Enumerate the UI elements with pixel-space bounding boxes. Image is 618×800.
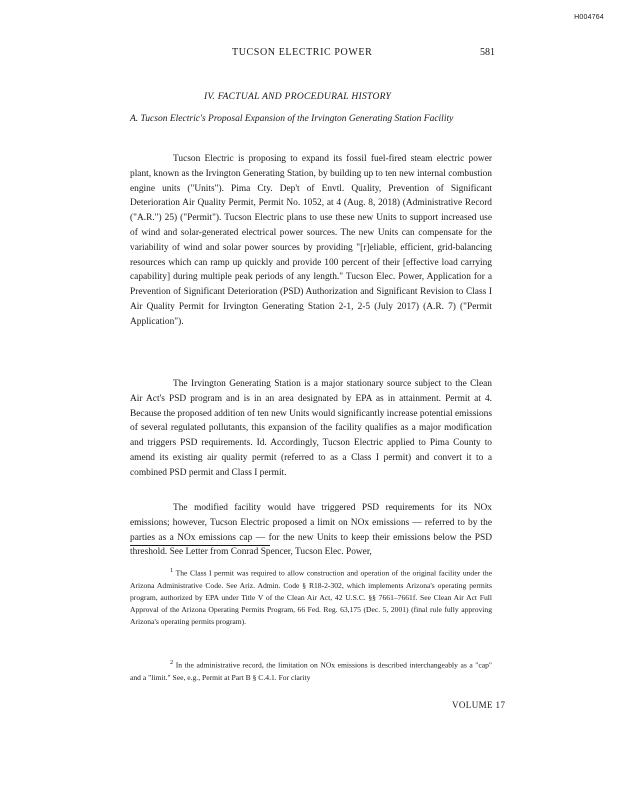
volume-label: VOLUME 17 [452,700,506,710]
footnote-mark-1: 1 [170,567,174,574]
footnote-mark-2: 2 [170,659,174,666]
footnote-2 [130,657,492,684]
running-head: TUCSON ELECTRIC POWER [232,47,373,58]
footnote-1 [130,565,492,628]
footnote-2-text: In the administrative record, the limitation on NOx emissions is described interchangeably as a "cap" and a "limit." See, e.g., Permit at Part B § C.4.1. For clarity [130,660,492,682]
body-paragraph-2: The Irvington Generating Station is a major stationary source subject to the Clean Air Act's PSD program and is in an area designated by EPA as in attainment. Permit at 4. Because the proposed addition of ten new Units would significantly increase potential emissions of several regulated pollutants, this expansion of the facility qualifies as a major modification and triggers PSD requirements. Id. Accordingly, Tucson Electric applied to Pima County to amend its existing air quality permit (referred to as a Class I permit) and convert it to a combined PSD permit and Class I permit. [130,379,492,478]
page-number: 581 [480,47,495,58]
document-id: H004764 [574,14,604,21]
body-paragraph-1: Tucson Electric is proposing to expand its fossil fuel-fired steam electric power plant, known as the Irvington Generating Station, by building up to ten new internal combustion engine units ("Units"). Pima Cty. Dep't of Envtl. Quality, Prevention of Significant Deterioration Air Quality Permit, Permit No. 1052, at 4 (Aug. 8, 2018) (Administrative Record ("A.R.") 25) ("Permit"). Tucson Electric plans to use these new Units to support increased use of wind and solar-generated electrical power sources. The new Units can compensate for the variability of wind and solar power sources by providing "[r]eliable, efficient, grid-balancing resources which can ramp up quickly and provide 100 percent of their [effective load carrying capability] during multiple peak periods of any length." Tucson Elec. Power, Application for a Prevention of Significant Deterioration (PSD) Authorization and Significant Revision to Class I Air Quality Permit for Irvington Generating Station 2-1, 2-5 (July 2017) (A.R. 7) ("Permit Application"). [130,154,492,327]
footnote-1-text: The Class I permit was required to allow construction and operation of the original facility under the Arizona Administrative Code. See Ariz. Admin. Code § R18-2-302, which implements Arizona's operating permits program, authorized by EPA under Title V of the Clean Air Act, 42 U.S.C. §§ 7661–7661f. See Clean Air Act Full Approval of the Arizona Operating Permits Program, 66 Fed. Reg. 63,175 (Dec. 5, 2001) (final rule fully approving Arizona's operating permits program). [130,568,492,626]
body-paragraph-3: The modified facility would have triggered PSD requirements for its NOx emissions; however, Tucson Electric proposed a limit on NOx emissions — referred to by the parties as a NOx emissions cap — for the new Units to keep their emissions below the PSD threshold. See Letter from Conrad Spencer, Tucson Elec. Power, [130,503,492,558]
section-heading: IV. FACTUAL AND PROCEDURAL HISTORY [204,92,392,102]
footnote-rule [130,545,270,546]
sub-heading: A. Tucson Electric's Proposal Expansion of the Irvington Generating Station Facility [130,114,454,124]
